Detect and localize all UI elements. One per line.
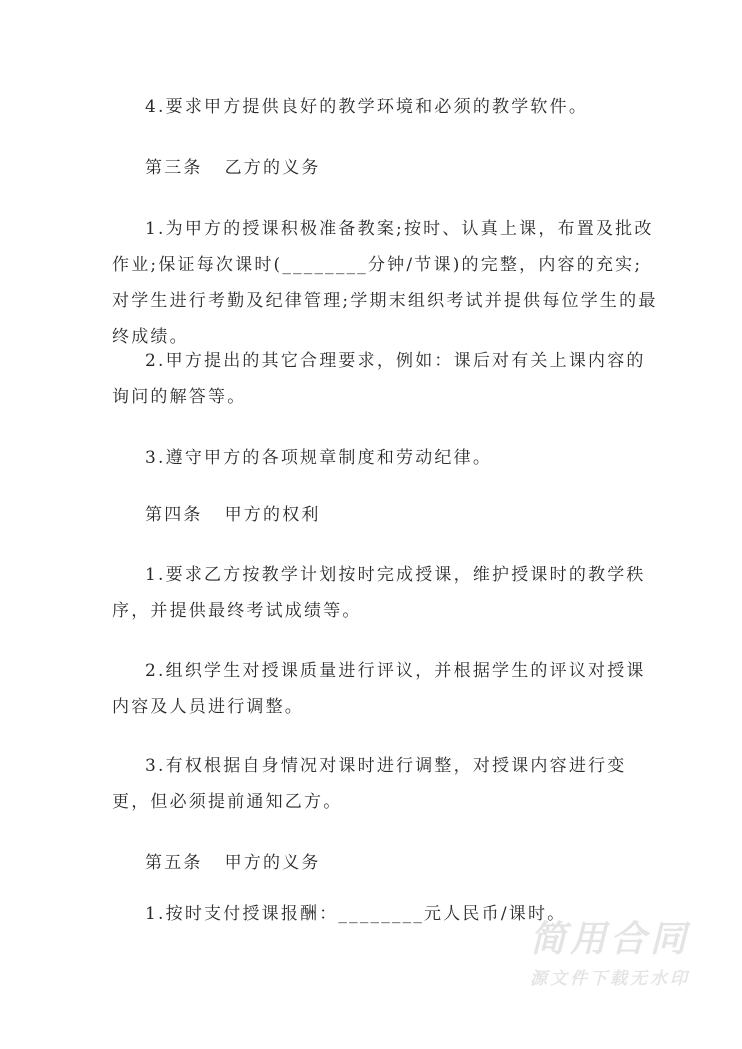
article-3-title: 乙方的义务 xyxy=(224,158,321,178)
article-4-heading xyxy=(145,497,321,533)
article-4-number: 第四条 xyxy=(145,505,203,525)
article-5-heading xyxy=(145,845,321,881)
text: 1.为甲方的授课积极准备教案;按时、认真上课，布置及批改作业;保证每次课时( xyxy=(112,219,654,275)
text: 分钟/节课)的完整，内容的充实;对学生进行考勤及纪律管理;学期末组织考试并提供每位学生的最终成绩。 xyxy=(112,255,658,347)
article-4-item-3: 3.有权根据自身情况对课时进行调整，对授课内容进行变更，但必须提前通知乙方。 xyxy=(112,756,627,812)
article-3-item-3: 3.遵守甲方的各项规章制度和劳动纪律。 xyxy=(145,448,493,468)
article-3-item-2: 2.甲方提出的其它合理要求，例如：课后对有关上课内容的询问的解答等。 xyxy=(112,351,646,407)
article-5-title: 甲方的义务 xyxy=(224,853,321,873)
watermark xyxy=(510,918,710,992)
blank-fee: ________ xyxy=(338,904,425,924)
text: 元人民币/课时。 xyxy=(424,904,567,924)
blank-minutes: ________ xyxy=(282,255,368,275)
article-3-heading xyxy=(145,150,321,186)
watermark-subtitle: 源文件下载无水印 xyxy=(530,969,690,989)
article-4-item-2: 2.组织学生对授课质量进行评议，并根据学生的评议对授课内容及人员进行调整。 xyxy=(112,661,646,717)
article-3-number: 第三条 xyxy=(145,158,203,178)
text: 1.按时支付授课报酬： xyxy=(145,904,339,924)
article-3-item-1 xyxy=(112,211,660,355)
article-4-title: 甲方的权利 xyxy=(224,505,321,525)
article-4-item-1: 1.要求乙方按教学计划按时完成授课，维护授课时的教学秩序，并提供最终考试成绩等。 xyxy=(112,565,646,621)
watermark-title: 简用合同 xyxy=(529,919,690,960)
article-5-number: 第五条 xyxy=(145,853,203,873)
paragraph-party-b-right-4: 4.要求甲方提供良好的教学环境和必须的教学软件。 xyxy=(145,97,589,117)
